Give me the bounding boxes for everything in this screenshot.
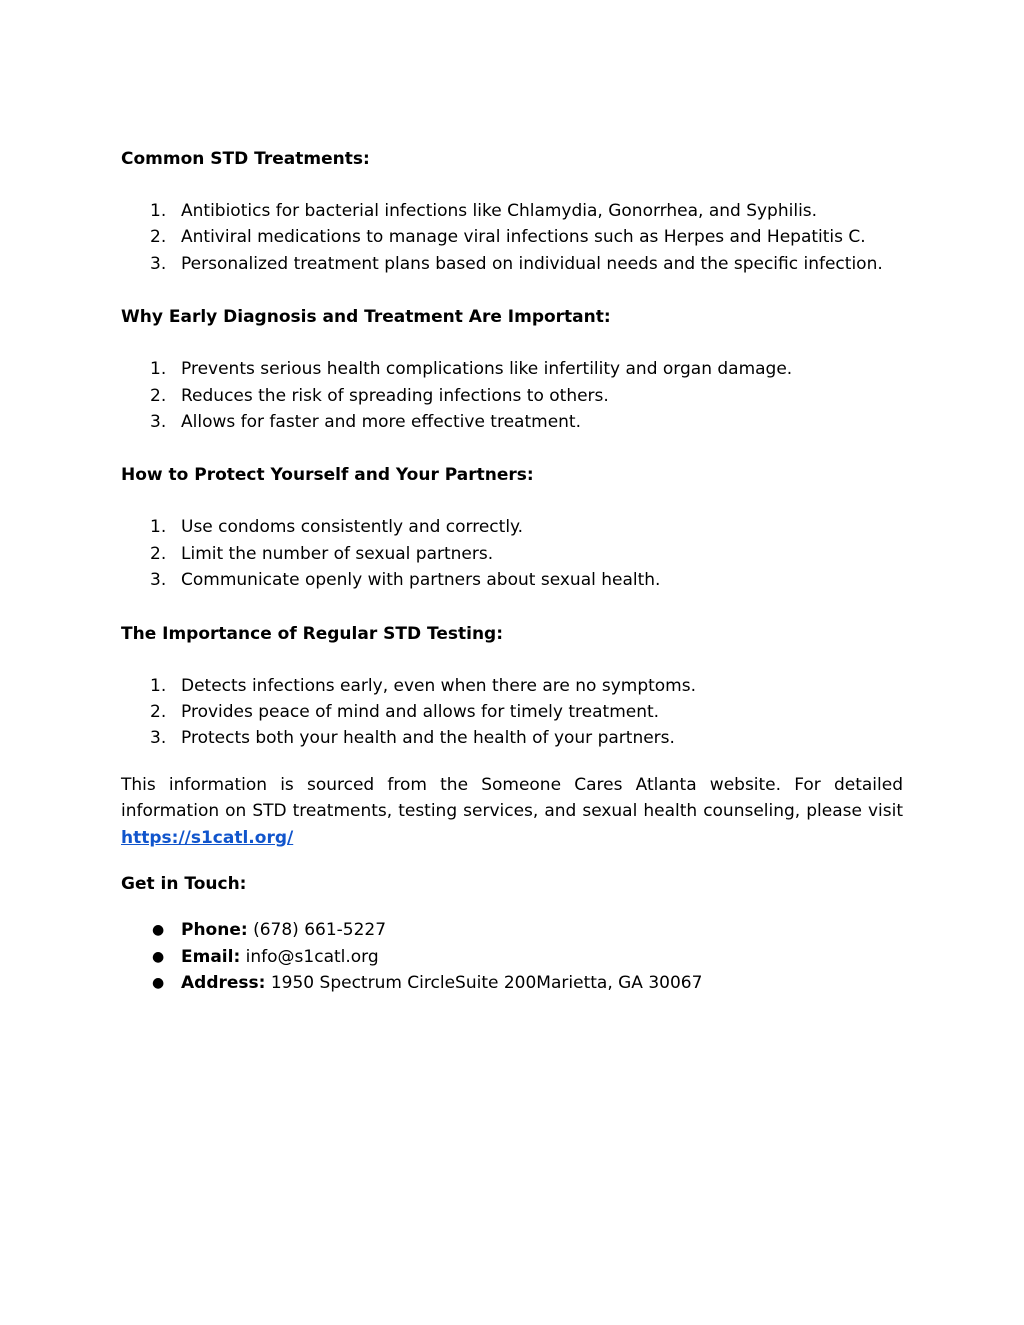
section-heading-treatments: Common STD Treatments: — [121, 149, 370, 169]
list-item: 1. Antibiotics for bacterial infections like Chlamydia, Gonorrhea, and Syphilis. — [150, 201, 818, 221]
list-item: 2. Antiviral medications to manage viral infections such as Herpes and Hepatitis C. — [150, 227, 866, 248]
list-item: 1. Detects infections early, even when there are no symptoms. — [150, 675, 696, 696]
treatments-list — [121, 198, 903, 277]
source-paragraph: This information is sourced from the Someone Cares Atlanta website. For detailed information on STD treatments, testing services, and sexual health counseling, please visit https://s1catl.org/ — [121, 774, 903, 848]
section-heading-contact: Get in Touch: — [121, 874, 247, 895]
bullet-icon: ● — [152, 975, 165, 992]
section-heading-early-diagnosis: Why Early Diagnosis and Treatment Are Important: — [121, 307, 611, 328]
list-item: 1. Use condoms consistently and correctly. — [150, 517, 524, 538]
contact-email: ● Email: info@s1catl.org — [121, 944, 903, 970]
list-item: 1. Prevents serious health complications like infertility and organ damage. — [150, 359, 793, 380]
list-item: 3. Communicate openly with partners about sexual health. — [150, 570, 661, 591]
early-diagnosis-list — [121, 356, 903, 435]
contact-list — [121, 917, 903, 996]
list-item: 2. Provides peace of mind and allows for timely treatment. — [150, 702, 660, 723]
contact-address: ● Address: 1950 Spectrum CircleSuite 200Marietta, GA 30067 — [121, 970, 903, 996]
list-item: 3. Allows for faster and more effective treatment. — [150, 412, 581, 433]
contact-phone: ● Phone: (678) 661-5227 — [121, 917, 903, 943]
section-heading-testing: The Importance of Regular STD Testing: — [121, 623, 504, 644]
document-page — [121, 146, 903, 997]
section-heading-protect: How to Protect Yourself and Your Partners: — [121, 465, 534, 486]
list-item: 3. Protects both your health and the health of your partners. — [150, 728, 675, 749]
protect-list — [121, 514, 903, 593]
testing-list — [121, 673, 903, 752]
list-item: 2. Reduces the risk of spreading infections to others. — [150, 385, 609, 406]
list-item: 2. Limit the number of sexual partners. — [150, 543, 494, 564]
list-item: 3. Personalized treatment plans based on individual needs and the specific infection. — [150, 253, 883, 274]
website-link[interactable]: https://s1catl.org/ — [121, 827, 294, 848]
bullet-icon: ● — [152, 948, 165, 965]
bullet-icon: ● — [152, 922, 165, 939]
